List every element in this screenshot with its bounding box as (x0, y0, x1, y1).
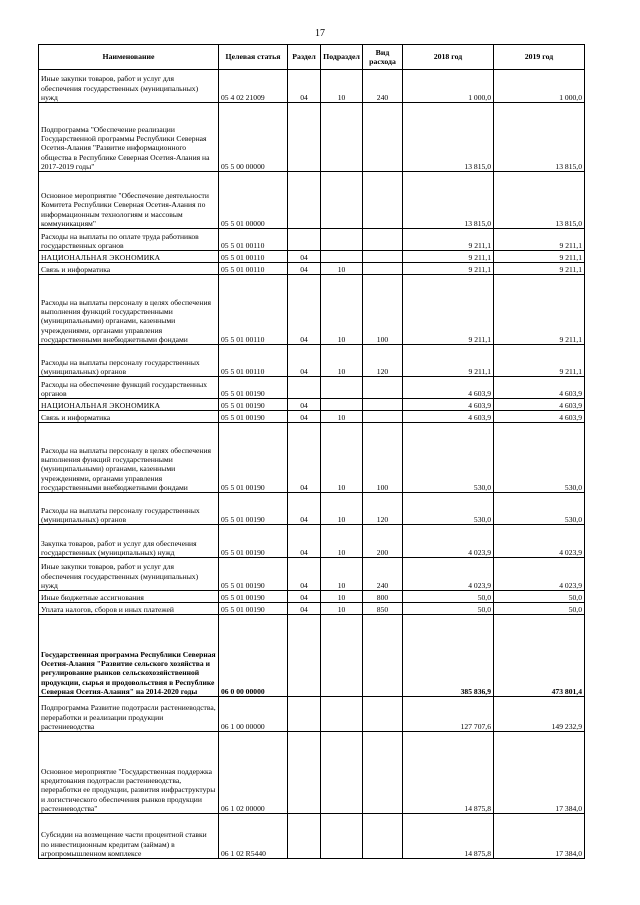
cell-expense-type (363, 103, 403, 172)
cell-subsection (321, 377, 363, 399)
cell-name: Основное мероприятие "Государственная поддержка кредитования подотрасли растениеводства, переработки ее продукции, развития инфраструктуры и логистического обеспечения рынков продукции растениеводства" (39, 732, 219, 814)
cell-article: 05 5 01 00110 (219, 229, 288, 251)
header-name: Наименование (39, 45, 219, 70)
cell-name: Расходы на выплаты персоналу государственных (муниципальных) органов (39, 345, 219, 377)
cell-year-2018: 4 023,9 (403, 525, 494, 558)
cell-subsection: 10 (321, 591, 363, 603)
cell-section: 04 (288, 603, 321, 615)
cell-name: НАЦИОНАЛЬНАЯ ЭКОНОМИКА (39, 251, 219, 263)
cell-article: 05 5 01 00190 (219, 603, 288, 615)
cell-expense-type: 120 (363, 493, 403, 525)
table-row (39, 229, 585, 251)
cell-article: 05 5 01 00190 (219, 558, 288, 591)
cell-article: 05 5 01 00110 (219, 345, 288, 377)
cell-section: 04 (288, 70, 321, 103)
table-row (39, 697, 585, 732)
cell-section (288, 229, 321, 251)
cell-year-2018: 50,0 (403, 591, 494, 603)
cell-expense-type (363, 377, 403, 399)
cell-section (288, 697, 321, 732)
cell-year-2019: 4 603,9 (494, 411, 585, 423)
cell-year-2018: 9 211,1 (403, 275, 494, 345)
cell-year-2019: 9 211,1 (494, 251, 585, 263)
cell-year-2019: 4 603,9 (494, 399, 585, 411)
table-body (39, 70, 585, 859)
cell-name: Расходы на обеспечение функций государственных органов (39, 377, 219, 399)
cell-subsection (321, 399, 363, 411)
cell-expense-type: 240 (363, 558, 403, 591)
cell-section: 04 (288, 399, 321, 411)
cell-section: 04 (288, 345, 321, 377)
cell-article: 05 5 00 00000 (219, 103, 288, 172)
cell-year-2019: 1 000,0 (494, 70, 585, 103)
cell-article: 05 5 01 00190 (219, 377, 288, 399)
header-expense-type: Вид расхода (363, 45, 403, 70)
cell-section (288, 103, 321, 172)
cell-section: 04 (288, 591, 321, 603)
cell-article: 05 5 01 00190 (219, 493, 288, 525)
table-row (39, 615, 585, 697)
cell-name: Подпрограмма Развитие подотрасли растениеводства, переработки и реализации продукции растениеводства (39, 697, 219, 732)
cell-expense-type (363, 172, 403, 229)
cell-subsection: 10 (321, 411, 363, 423)
cell-year-2019: 17 384,0 (494, 732, 585, 814)
cell-subsection (321, 697, 363, 732)
cell-year-2019: 530,0 (494, 423, 585, 493)
cell-section: 04 (288, 493, 321, 525)
cell-name: Расходы на выплаты персоналу в целях обеспечения выполнения функций государственными (муниципальными) органами, казенными учреждениями, органами управления государственными внебюджетными фондами (39, 423, 219, 493)
cell-year-2019: 50,0 (494, 591, 585, 603)
cell-year-2019: 17 384,0 (494, 814, 585, 859)
cell-year-2019: 4 603,9 (494, 377, 585, 399)
cell-name: Расходы на выплаты персоналу государственных (муниципальных) органов (39, 493, 219, 525)
cell-subsection (321, 814, 363, 859)
cell-section (288, 377, 321, 399)
cell-subsection: 10 (321, 263, 363, 275)
cell-subsection (321, 732, 363, 814)
cell-year-2019: 4 023,9 (494, 525, 585, 558)
cell-year-2018: 530,0 (403, 493, 494, 525)
cell-name: Подпрограмма "Обеспечение реализации Государственной программы Республики Северная Осетия-Алания "Развитие информационного общества в Республике Северная Осетия-Алания на 2017-2019 годы" (39, 103, 219, 172)
cell-article: 05 5 01 00110 (219, 263, 288, 275)
cell-section: 04 (288, 558, 321, 591)
cell-section: 04 (288, 275, 321, 345)
table-row (39, 172, 585, 229)
table-row (39, 423, 585, 493)
cell-name: Закупка товаров, работ и услуг для обеспечения государственных (муниципальных) нужд (39, 525, 219, 558)
cell-subsection: 10 (321, 525, 363, 558)
table-row (39, 263, 585, 275)
cell-name: Основное мероприятие "Обеспечение деятельности Комитета Республики Северная Осетия-Алания по информационным технологиям и массовым коммуникациям" (39, 172, 219, 229)
cell-expense-type (363, 697, 403, 732)
table-row (39, 493, 585, 525)
cell-year-2018: 9 211,1 (403, 345, 494, 377)
cell-subsection: 10 (321, 345, 363, 377)
table-row (39, 103, 585, 172)
cell-article: 06 1 02 R5440 (219, 814, 288, 859)
cell-article: 06 1 00 00000 (219, 697, 288, 732)
cell-year-2019: 9 211,1 (494, 345, 585, 377)
table-row (39, 399, 585, 411)
cell-article: 06 0 00 00000 (219, 615, 288, 697)
table-row (39, 732, 585, 814)
cell-year-2018: 14 875,8 (403, 732, 494, 814)
cell-year-2019: 9 211,1 (494, 263, 585, 275)
cell-expense-type (363, 399, 403, 411)
cell-expense-type: 100 (363, 275, 403, 345)
table-row (39, 591, 585, 603)
cell-year-2019: 13 815,0 (494, 172, 585, 229)
cell-year-2019: 149 232,9 (494, 697, 585, 732)
cell-name: НАЦИОНАЛЬНАЯ ЭКОНОМИКА (39, 399, 219, 411)
budget-table (38, 44, 585, 859)
cell-year-2019: 50,0 (494, 603, 585, 615)
cell-expense-type: 850 (363, 603, 403, 615)
cell-article: 05 5 01 00190 (219, 411, 288, 423)
cell-expense-type: 200 (363, 525, 403, 558)
cell-year-2018: 13 815,0 (403, 103, 494, 172)
cell-name: Уплата налогов, сборов и иных платежей (39, 603, 219, 615)
header-year-2019: 2019 год (494, 45, 585, 70)
cell-expense-type (363, 411, 403, 423)
cell-section: 04 (288, 423, 321, 493)
cell-section (288, 732, 321, 814)
cell-subsection: 10 (321, 558, 363, 591)
table-header-row (39, 45, 585, 70)
cell-article: 05 5 01 00110 (219, 275, 288, 345)
table-row (39, 814, 585, 859)
table-row (39, 275, 585, 345)
cell-subsection: 10 (321, 423, 363, 493)
cell-year-2018: 4 603,9 (403, 411, 494, 423)
cell-article: 05 5 01 00190 (219, 423, 288, 493)
cell-expense-type (363, 615, 403, 697)
cell-subsection (321, 103, 363, 172)
cell-subsection (321, 251, 363, 263)
cell-section (288, 615, 321, 697)
cell-year-2018: 9 211,1 (403, 229, 494, 251)
cell-article: 05 4 02 21009 (219, 70, 288, 103)
cell-year-2018: 13 815,0 (403, 172, 494, 229)
cell-name: Связь и информатика (39, 263, 219, 275)
cell-expense-type: 120 (363, 345, 403, 377)
cell-article: 06 1 02 00000 (219, 732, 288, 814)
cell-expense-type (363, 229, 403, 251)
cell-article: 05 5 01 00110 (219, 251, 288, 263)
cell-subsection: 10 (321, 70, 363, 103)
cell-year-2018: 9 211,1 (403, 251, 494, 263)
cell-name: Иные закупки товаров, работ и услуг для обеспечения государственных (муниципальных) нужд (39, 558, 219, 591)
cell-section: 04 (288, 263, 321, 275)
cell-expense-type (363, 814, 403, 859)
table-row (39, 411, 585, 423)
table-row (39, 251, 585, 263)
cell-name: Расходы на выплаты по оплате труда работников государственных органов (39, 229, 219, 251)
cell-year-2019: 4 023,9 (494, 558, 585, 591)
table-row (39, 70, 585, 103)
cell-name: Расходы на выплаты персоналу в целях обеспечения выполнения функций государственными (муниципальными) органами, казенными учреждениями, органами управления государственными внебюджетными фондами (39, 275, 219, 345)
header-article: Целевая статья (219, 45, 288, 70)
cell-year-2018: 4 023,9 (403, 558, 494, 591)
cell-article: 05 5 01 00190 (219, 399, 288, 411)
cell-expense-type (363, 732, 403, 814)
cell-article: 05 5 01 00190 (219, 591, 288, 603)
page-number: 17 (315, 28, 325, 39)
cell-section (288, 172, 321, 229)
cell-name: Субсидии на возмещение части процентной ставки по инвестиционным кредитам (займам) в агропромышленном комплексе (39, 814, 219, 859)
cell-year-2018: 9 211,1 (403, 263, 494, 275)
cell-year-2018: 1 000,0 (403, 70, 494, 103)
cell-year-2018: 4 603,9 (403, 377, 494, 399)
table-row (39, 603, 585, 615)
cell-year-2018: 4 603,9 (403, 399, 494, 411)
cell-year-2019: 9 211,1 (494, 275, 585, 345)
cell-year-2018: 127 707,6 (403, 697, 494, 732)
cell-expense-type: 240 (363, 70, 403, 103)
cell-subsection: 10 (321, 493, 363, 525)
cell-year-2018: 385 836,9 (403, 615, 494, 697)
cell-expense-type: 800 (363, 591, 403, 603)
cell-expense-type: 100 (363, 423, 403, 493)
cell-year-2019: 530,0 (494, 493, 585, 525)
table-row (39, 525, 585, 558)
cell-name: Иные бюджетные ассигнования (39, 591, 219, 603)
table-row (39, 377, 585, 399)
cell-subsection (321, 615, 363, 697)
cell-subsection: 10 (321, 603, 363, 615)
cell-name: Связь и информатика (39, 411, 219, 423)
cell-subsection: 10 (321, 275, 363, 345)
cell-section (288, 814, 321, 859)
cell-section: 04 (288, 525, 321, 558)
cell-year-2018: 50,0 (403, 603, 494, 615)
cell-year-2019: 9 211,1 (494, 229, 585, 251)
cell-section: 04 (288, 411, 321, 423)
header-section: Раздел (288, 45, 321, 70)
table-row (39, 558, 585, 591)
cell-expense-type (363, 251, 403, 263)
cell-article: 05 5 01 00190 (219, 525, 288, 558)
cell-year-2018: 530,0 (403, 423, 494, 493)
cell-expense-type (363, 263, 403, 275)
cell-section: 04 (288, 251, 321, 263)
cell-article: 05 5 01 00000 (219, 172, 288, 229)
cell-name: Иные закупки товаров, работ и услуг для обеспечения государственных (муниципальных) нужд (39, 70, 219, 103)
cell-subsection (321, 229, 363, 251)
cell-year-2019: 13 815,0 (494, 103, 585, 172)
table-row (39, 345, 585, 377)
header-subsection: Подраздел (321, 45, 363, 70)
cell-year-2019: 473 801,4 (494, 615, 585, 697)
header-year-2018: 2018 год (403, 45, 494, 70)
cell-year-2018: 14 875,8 (403, 814, 494, 859)
cell-name: Государственная программа Республики Северная Осетия-Алания "Развитие сельского хозяйства и регулирование рынков сельскохозяйственной продукции, сырья и продовольствия в Республике Северная Осетия-Алания" на 2014-2020 годы (39, 615, 219, 697)
cell-subsection (321, 172, 363, 229)
